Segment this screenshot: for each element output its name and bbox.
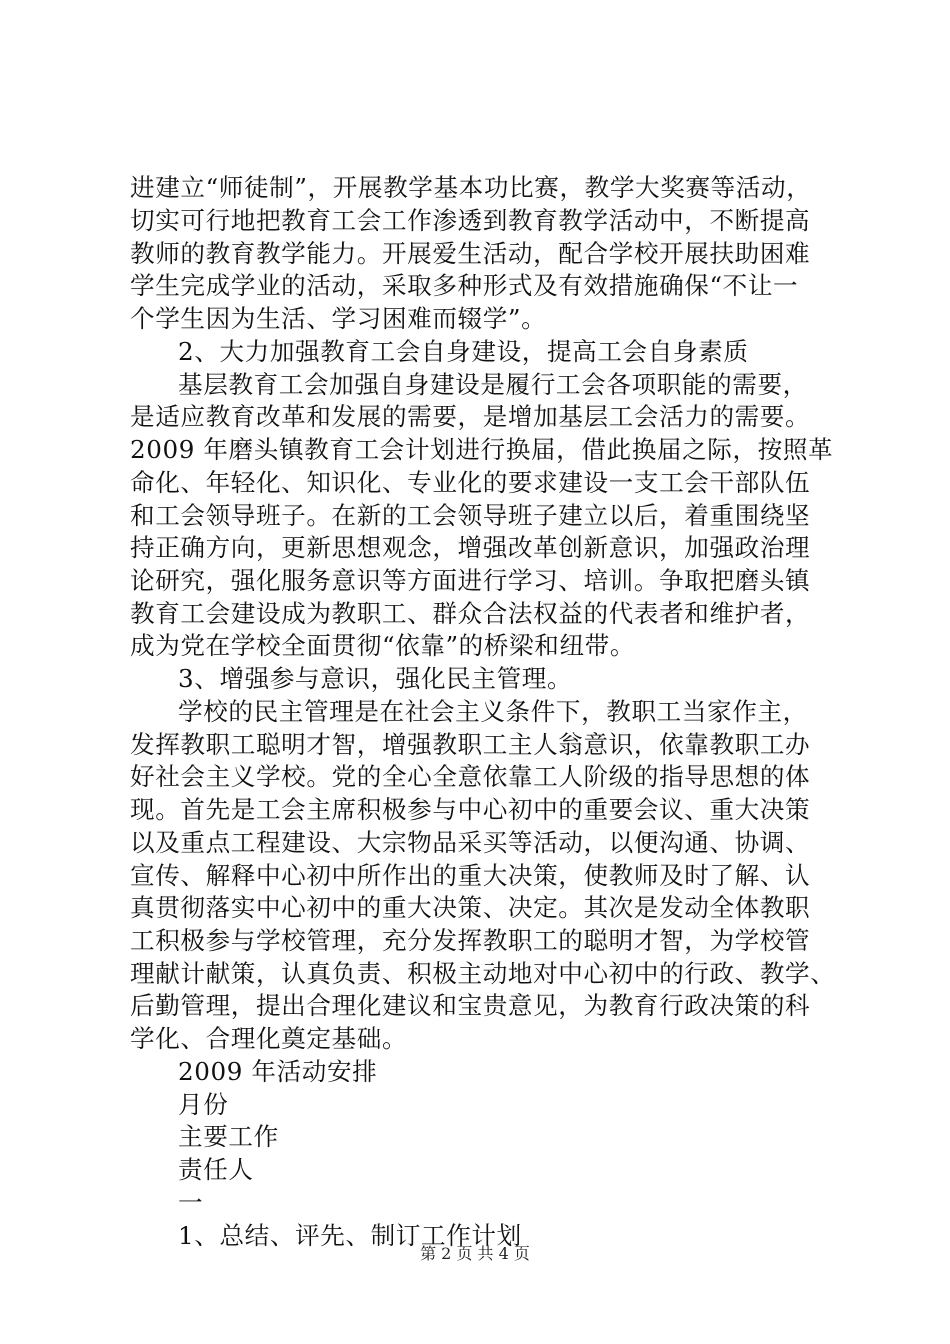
body-line-12: 持正确方向，更新思想观念，增强改革创新意识，加强政治理: [130, 533, 811, 562]
body-line-2: 切实可行地把教育工会工作渗透到教育教学活动中，不断提高: [130, 206, 811, 235]
schedule-header-main-work: 主要工作: [178, 1122, 279, 1151]
body-line-1: 进建立“师徒制”，开展教学基本功比赛，教学大奖赛等活动，: [130, 173, 812, 202]
body-line-17: 学校的民主管理是在社会主义条件下，教职工当家作主，: [178, 697, 808, 726]
schedule-title: 2009 年活动安排: [178, 1057, 378, 1086]
schedule-month-1: 一: [178, 1188, 204, 1217]
body-line-10: 命化、年轻化、知识化、专业化的要求建设一支工会干部队伍: [130, 468, 811, 497]
section-heading-3: 3、增强参与意识，强化民主管理。: [178, 664, 573, 693]
body-line-19: 好社会主义学校。党的全心全意依靠工人阶级的指导思想的体: [130, 762, 811, 791]
body-line-23: 真贯彻落实中心初中的重大决策、决定。其次是发动全体教职: [130, 893, 811, 922]
schedule-header-responsible: 责任人: [178, 1155, 254, 1184]
body-line-24: 工积极参与学校管理，充分发挥教职工的聪明才智，为学校管: [130, 926, 811, 955]
body-line-26: 后勤管理，提出合理化建议和宝贵意见，为教育行政决策的科: [130, 991, 811, 1020]
body-line-27: 学化、合理化奠定基础。: [130, 1024, 408, 1053]
page-footer: 第 2 页 共 4 页: [420, 1244, 530, 1263]
body-line-18: 发挥教职工聪明才智，增强教职工主人翁意识，依靠教职工办: [130, 730, 811, 759]
schedule-item-1: 1、总结、评先、制订工作计划: [178, 1221, 522, 1250]
body-line-3: 教师的教育教学能力。开展爱生活动，配合学校开展扶助困难: [130, 239, 811, 268]
body-line-5: 个学生因为生活、学习困难而辍学”。: [130, 304, 547, 333]
schedule-header-month: 月份: [178, 1090, 229, 1119]
body-line-13: 论研究，强化服务意识等方面进行学习、培训。争取把磨头镇: [130, 566, 811, 595]
body-line-22: 宣传、解释中心初中所作出的重大决策，使教师及时了解、认: [130, 861, 811, 890]
body-line-4: 学生完成学业的活动，采取多种形式及有效措施确保“不让一: [130, 271, 799, 300]
body-line-7: 基层教育工会加强自身建设是履行工会各项职能的需要，: [178, 370, 808, 399]
body-line-14: 教育工会建设成为教职工、群众合法权益的代表者和维护者，: [130, 599, 811, 628]
body-line-20: 现。首先是工会主席积极参与中心初中的重要会议、重大决策: [130, 795, 811, 824]
body-line-8: 是适应教育改革和发展的需要，是增加基层工会活力的需要。: [130, 402, 811, 431]
body-line-11: 和工会领导班子。在新的工会领导班子建立以后，着重围绕坚: [130, 501, 811, 530]
body-line-9: 2009 年磨头镇教育工会计划进行换届，借此换届之际，按照革: [130, 435, 834, 464]
body-line-25: 理献计献策，认真负责、积极主动地对中心初中的行政、教学、: [130, 959, 836, 988]
body-line-15: 成为党在学校全面贯彻“依靠”的桥梁和纽带。: [130, 631, 636, 660]
section-heading-2: 2、大力加强教育工会自身建设，提高工会自身素质: [178, 337, 749, 366]
body-line-21: 以及重点工程建设、大宗物品采买等活动，以便沟通、协调、: [130, 828, 811, 857]
